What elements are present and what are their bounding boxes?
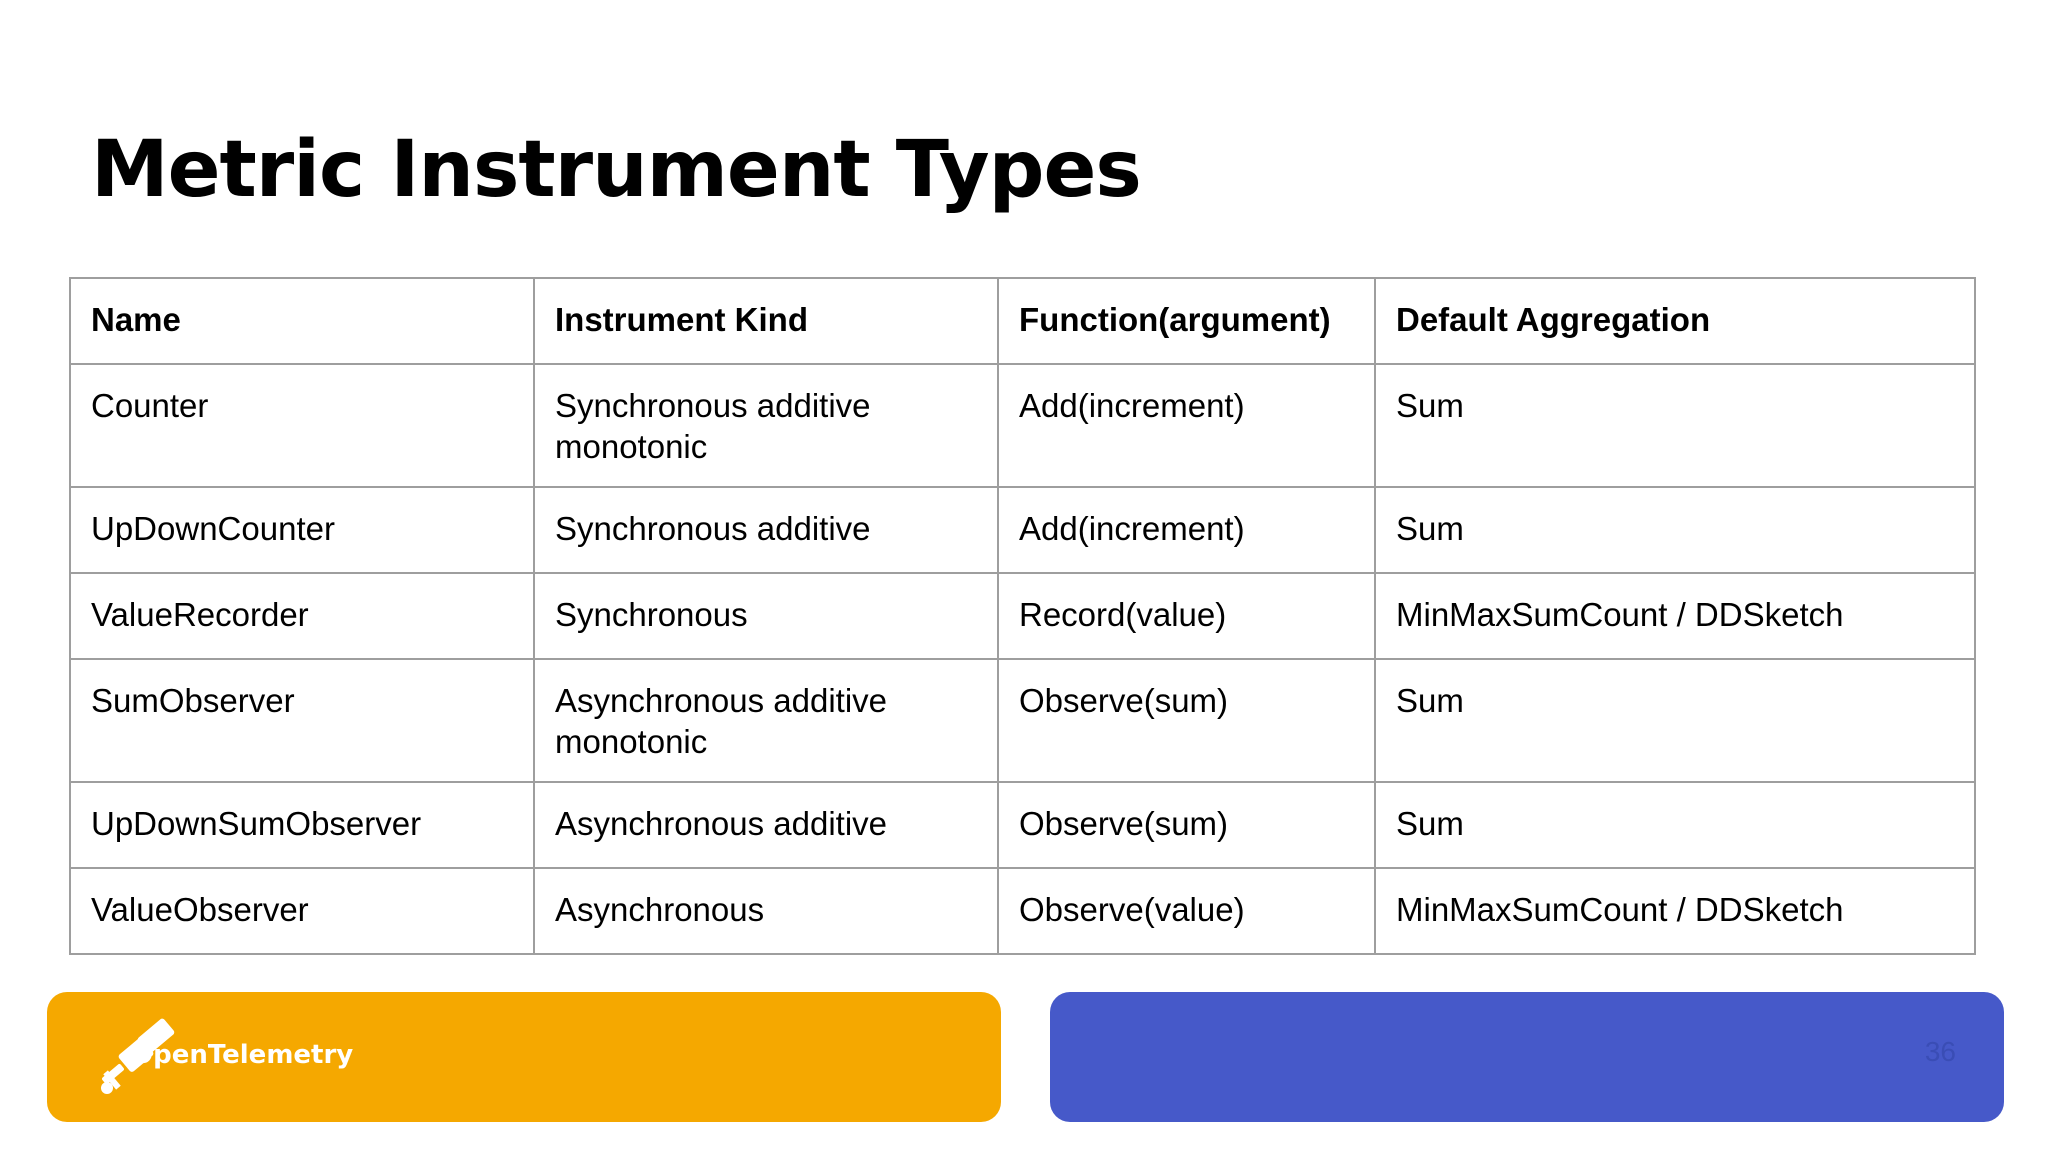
cell-default-aggregation: Sum xyxy=(1375,487,1975,573)
cell-default-aggregation: Sum xyxy=(1375,782,1975,868)
cell-name: UpDownSumObserver xyxy=(70,782,534,868)
header-function: Function(argument) xyxy=(998,278,1375,364)
footer-right-bar xyxy=(1050,992,2004,1122)
cell-function: Observe(value) xyxy=(998,868,1375,954)
cell-instrument-kind: Asynchronous additive xyxy=(534,782,998,868)
cell-name: ValueObserver xyxy=(70,868,534,954)
cell-instrument-kind: Asynchronous additive monotonic xyxy=(534,659,998,782)
page-number: 36 xyxy=(1924,1036,1956,1067)
header-name: Name xyxy=(70,278,534,364)
cell-name: ValueRecorder xyxy=(70,573,534,659)
header-instrument-kind: Instrument Kind xyxy=(534,278,998,364)
instrument-table xyxy=(69,277,1974,955)
table-row xyxy=(70,364,1975,487)
cell-instrument-kind: Synchronous additive xyxy=(534,487,998,573)
cell-default-aggregation: Sum xyxy=(1375,659,1975,782)
cell-default-aggregation: Sum xyxy=(1375,364,1975,487)
cell-default-aggregation: MinMaxSumCount / DDSketch xyxy=(1375,868,1975,954)
table-header-row xyxy=(70,278,1975,364)
cell-name: SumObserver xyxy=(70,659,534,782)
header-default-aggregation: Default Aggregation xyxy=(1375,278,1975,364)
slide-title: Metric Instrument Types xyxy=(91,125,1141,215)
cell-instrument-kind: Synchronous xyxy=(534,573,998,659)
table-row xyxy=(70,868,1975,954)
table-row xyxy=(70,487,1975,573)
cell-function: Record(value) xyxy=(998,573,1375,659)
cell-instrument-kind: Synchronous additive monotonic xyxy=(534,364,998,487)
cell-name: Counter xyxy=(70,364,534,487)
cell-function: Observe(sum) xyxy=(998,782,1375,868)
cell-function: Add(increment) xyxy=(998,364,1375,487)
table-row xyxy=(70,659,1975,782)
opentelemetry-logo-text: OpenTelemetry xyxy=(131,1040,354,1070)
table-row xyxy=(70,573,1975,659)
footer-left-bar xyxy=(47,992,1001,1122)
data-table xyxy=(69,277,1976,955)
table-row xyxy=(70,782,1975,868)
cell-default-aggregation: MinMaxSumCount / DDSketch xyxy=(1375,573,1975,659)
cell-name: UpDownCounter xyxy=(70,487,534,573)
cell-instrument-kind: Asynchronous xyxy=(534,868,998,954)
cell-function: Observe(sum) xyxy=(998,659,1375,782)
cell-function: Add(increment) xyxy=(998,487,1375,573)
